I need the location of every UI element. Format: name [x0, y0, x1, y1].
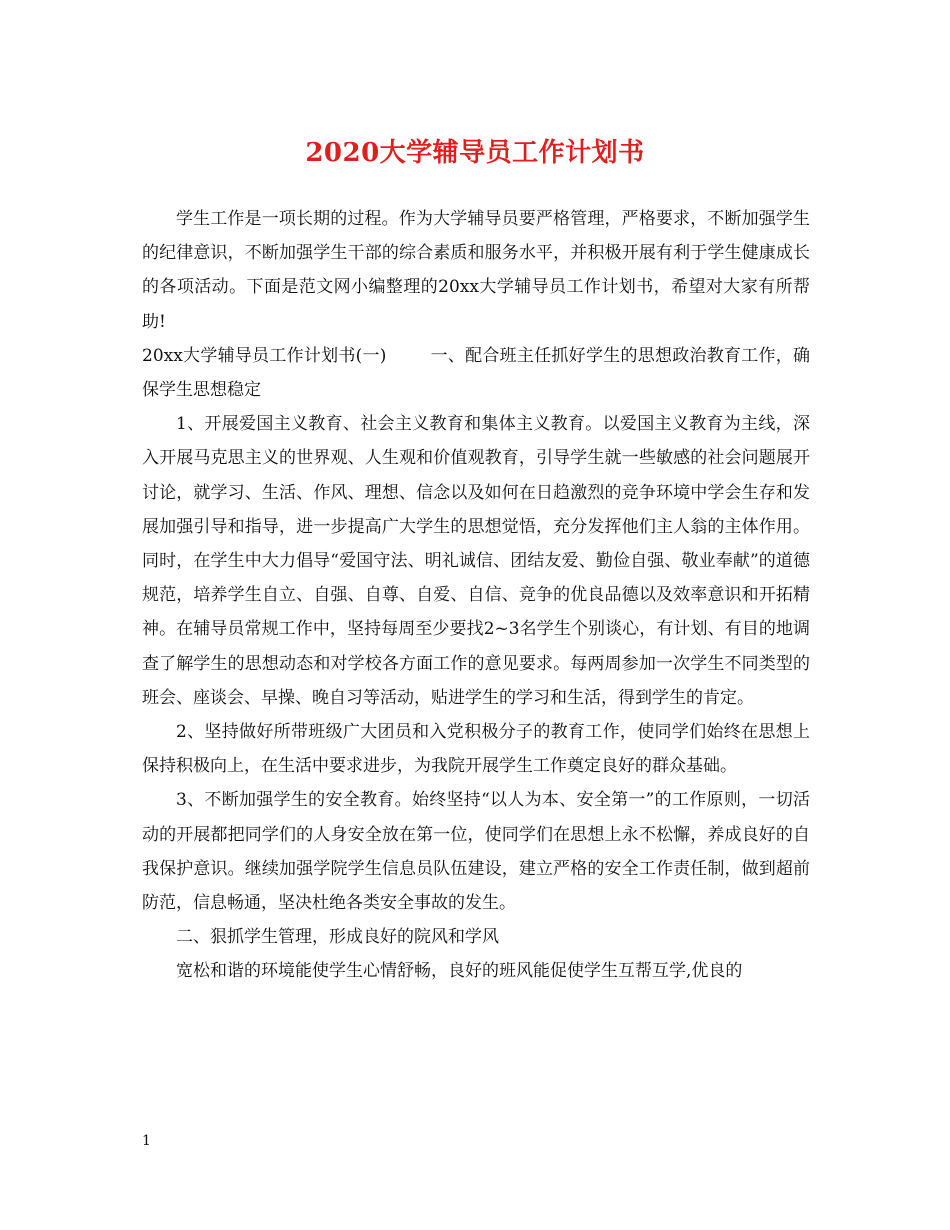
- item-3-paragraph: 3、不断加强学生的安全教育。始终坚持“以人为本、安全第一”的工作原则，一切活动的开展都把同学们的人身安全放在第一位，使同学们在思想上永不松懈，养成良好的自我保护意识。继续加强学院学生信息员队伍建设，建立严格的安全工作责任制，做到超前防范，信息畅通，坚决杜绝各类安全事故的发生。: [142, 790, 810, 914]
- subtitle-part-1: 20xx大学辅导员工作计划书(一): [142, 345, 387, 366]
- item-1-paragraph: 1、开展爱国主义教育、社会主义教育和集体主义教育。以爱国主义教育为主线，深入开展马克思主义的世界观、人生观和价值观教育，引导学生就一些敏感的社会问题展开讨论，就学习、生活、作风、理想、信念以及如何在日趋激烈的竞争环境中学会生存和发展加强引导和指导，进一步提高广大学生的思想觉悟，充分发挥他们主人翁的主体作用。同时，在学生中大力倡导“爱国守法、明礼诚信、团结友爱、勤俭自强、敬业奉献”的道德规范，培养学生自立、自强、自尊、自爱、自信、竞争的优良品德以及效率意识和开拓精神。在辅导员常规工作中，坚持每周至少要找2~3名学生个别谈心，有计划、有目的地调查了解学生的思想动态和对学校各方面工作的意见要求。每两周参加一次学生不同类型的班会、座谈会、早操、晚自习等活动，贴进学生的学习和生活，得到学生的肯定。: [142, 414, 810, 708]
- section-2-paragraph: 宽松和谐的环境能使学生心情舒畅，良好的班风能促使学生互帮互学,优良的: [176, 961, 743, 982]
- document-body: [142, 202, 810, 989]
- page-number: 1: [142, 1133, 151, 1149]
- intro-paragraph: 学生工作是一项长期的过程。作为大学辅导员要严格管理，严格要求，不断加强学生的纪律意识，不断加强学生干部的综合素质和服务水平，并积极开展有利于学生健康成长的各项活动。下面是范文网小编整理的20xx大学辅导员工作计划书，希望对大家有所帮助!: [142, 209, 810, 332]
- subtitle-part-2: 一、配合班主任抓好学生的思想政治教育工作，确保学生思想稳定: [142, 345, 810, 401]
- section-2-heading: 二、狠抓学生管理，形成良好的院风和学风: [176, 927, 499, 948]
- subtitle-line: [142, 339, 810, 407]
- document-title: 2020大学辅导员工作计划书: [305, 138, 645, 168]
- item-2-paragraph: 2、坚持做好所带班级广大团员和入党积极分子的教育工作，使同学们始终在思想上保持积极向上，在生活中要求进步，为我院开展学生工作奠定良好的群众基础。: [142, 722, 810, 777]
